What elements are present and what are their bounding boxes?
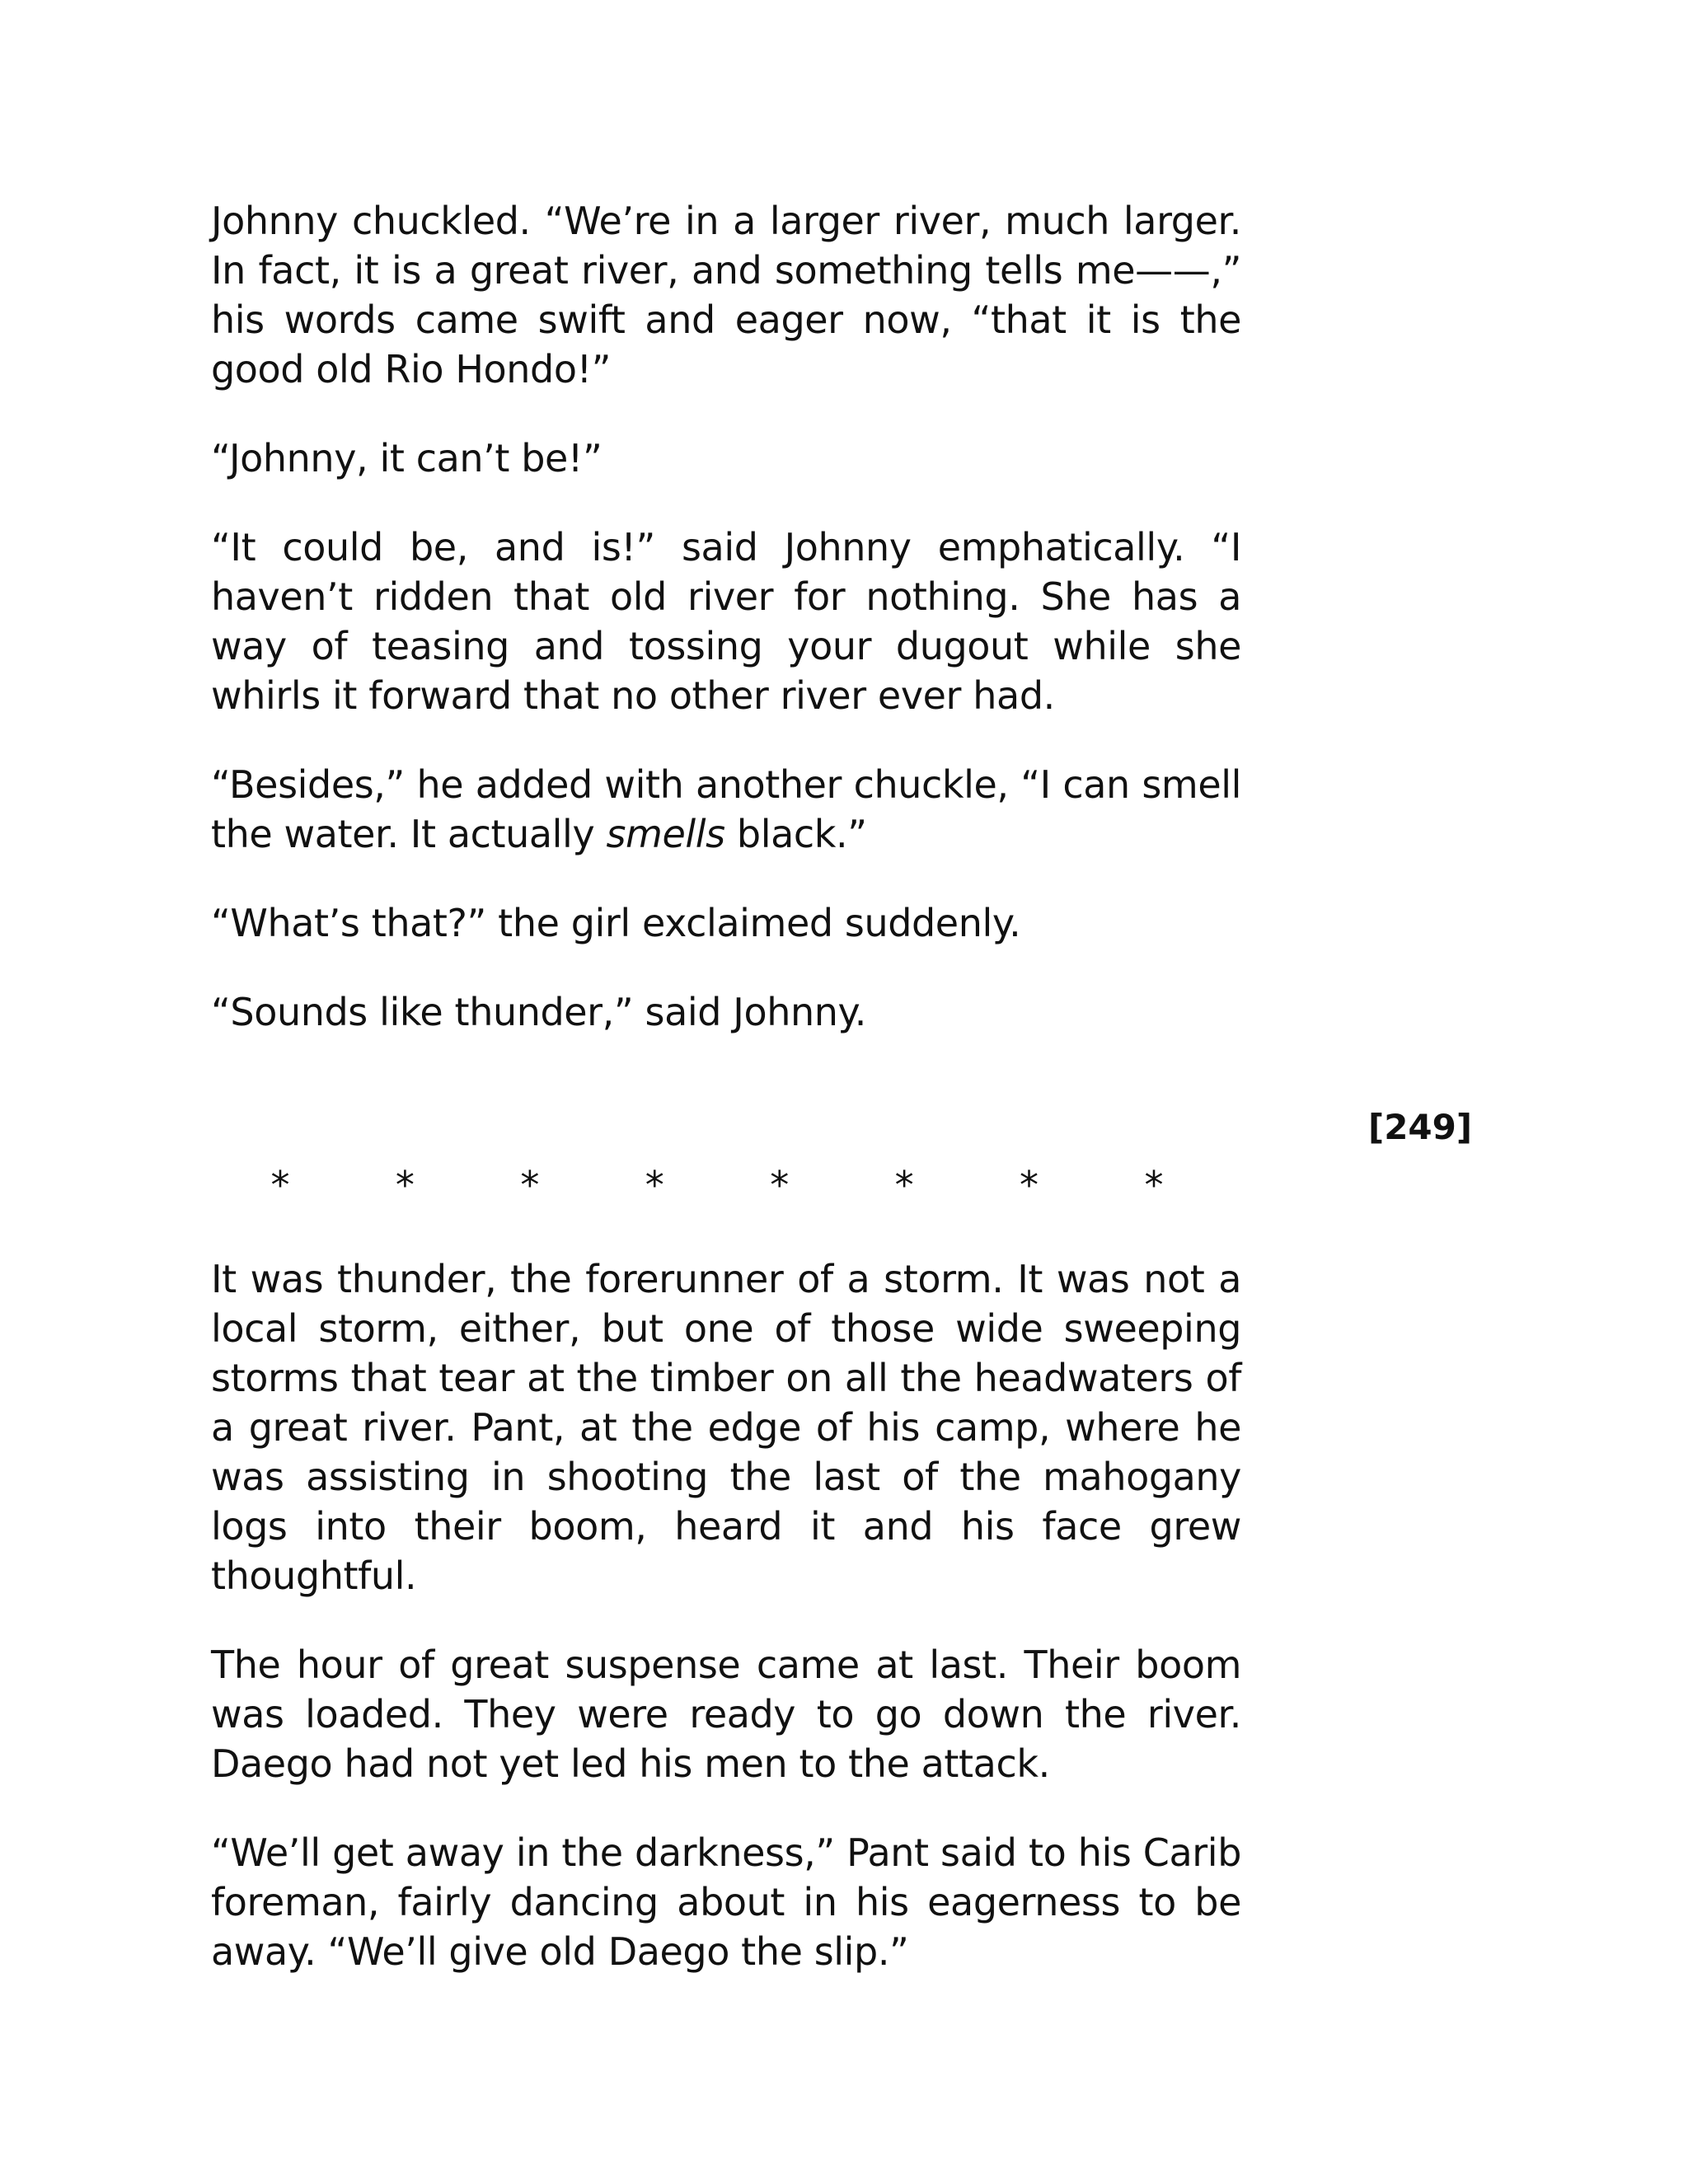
paragraph-with-emphasis: [211, 760, 1241, 859]
separator-asterisk: *: [645, 1163, 664, 1207]
paragraph-text: black.”: [724, 812, 867, 856]
paragraph: “What’s that?” the girl exclaimed suddenly.: [211, 901, 1021, 945]
separator-asterisk: *: [894, 1163, 914, 1207]
separator-asterisk: *: [770, 1163, 790, 1207]
section-separator: [264, 1160, 1170, 1210]
paragraph: “Johnny, it can’t be!”: [211, 436, 603, 480]
emphasis-text: smells: [606, 812, 725, 856]
paragraph: The hour of great suspense came at last. Their boom was loaded. They were ready to go down the river. Daego had not yet led his men to the attack.: [211, 1643, 1241, 1786]
text-column-top: [211, 196, 1241, 1076]
page-number: [249]: [1368, 1107, 1473, 1147]
separator-asterisk: *: [1144, 1163, 1164, 1207]
separator-asterisk: *: [1020, 1163, 1039, 1207]
paragraph-text: “Besides,” he added with another chuckle, “I can smell the water. It actually: [211, 762, 1241, 856]
paragraph: “Sounds like thunder,” said Johnny.: [211, 990, 866, 1034]
separator-asterisk: *: [520, 1163, 540, 1207]
separator-asterisk: *: [395, 1163, 415, 1207]
paragraph: “We’ll get away in the darkness,” Pant said to his Carib foreman, fairly dancing about in his eagerness to be away. “We’ll give old Daego the slip.”: [211, 1830, 1241, 1974]
paragraph: “It could be, and is!” said Johnny emphatically. “I haven’t ridden that old river for nothing. She has a way of teasing and tossing your dugout while she whirls it forward that no other river ever had.: [211, 525, 1241, 718]
text-column-bottom: [211, 1254, 1241, 2016]
paragraph: Johnny chuckled. “We’re in a larger river, much larger. In fact, it is a great river, and something tells me——,” his words came swift and eager now, “that it is the good old Rio Hondo!”: [211, 199, 1241, 391]
separator-asterisk: *: [270, 1163, 290, 1207]
paragraph: It was thunder, the forerunner of a storm. It was not a local storm, either, but one of those wide sweeping storms that tear at the timber on all the headwaters of a great river. Pant, at the edge of his camp, where he was assisting in shooting the last of the mahogany logs into their boom, heard it and his face grew thoughtful.: [211, 1257, 1241, 1598]
